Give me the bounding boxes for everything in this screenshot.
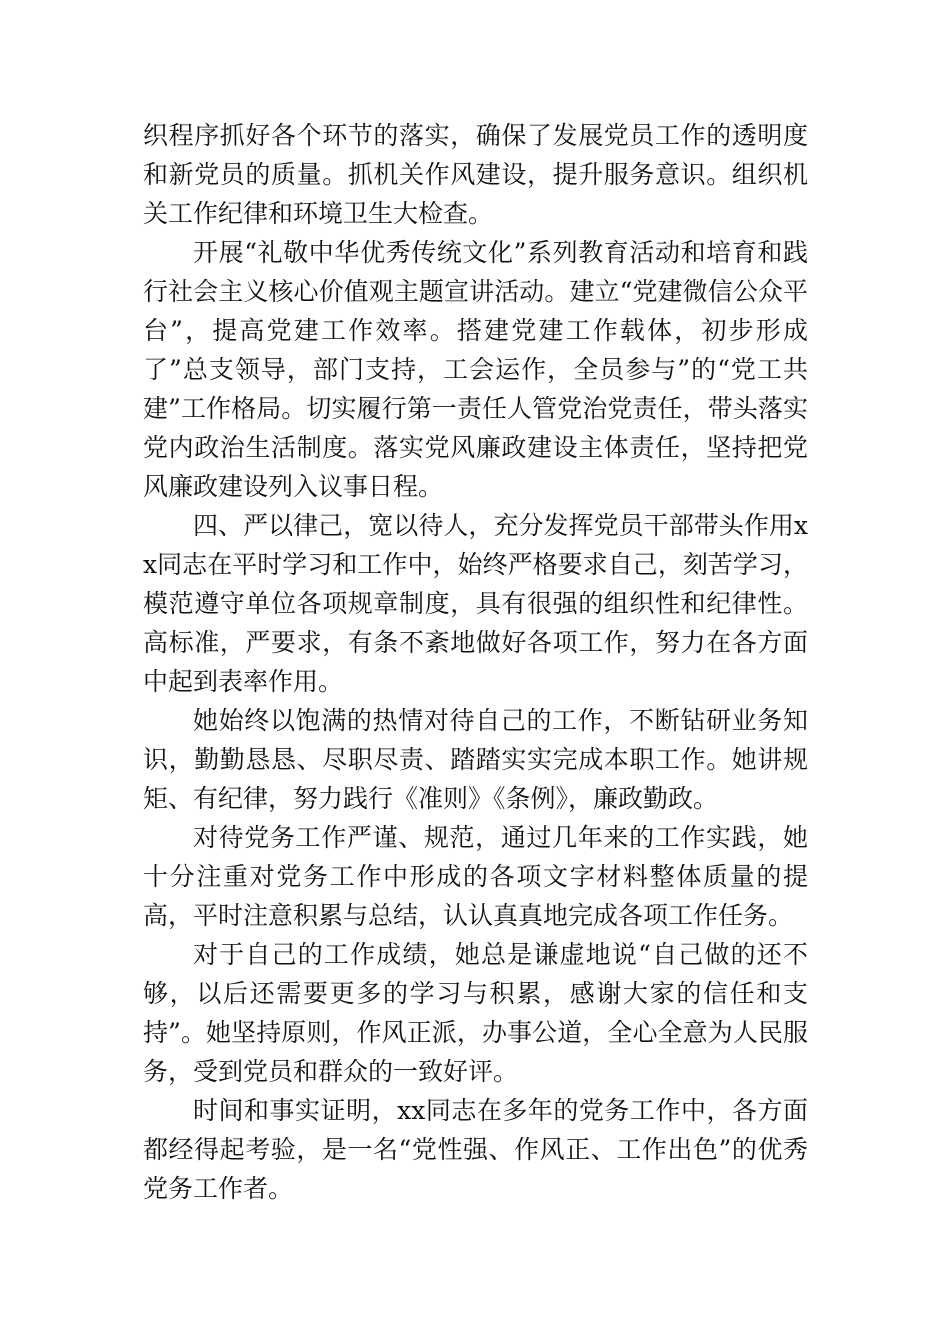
paragraph-7: 时间和事实证明，xx同志在多年的党务工作中，各方面都经得起考验，是一名“党性强、作风正、工作出色”的优秀党务工作者。 (143, 1096, 808, 1203)
paragraph-1: 织程序抓好各个环节的落实，确保了发展党员工作的透明度和新党员的质量。抓机关作风建设，提升服务意识。组织机关工作纪律和环境卫生大检查。 (143, 121, 808, 228)
paragraph-4: 她始终以饱满的热情对待自己的工作，不断钻研业务知识，勤勤恳恳、尽职尽责、踏踏实实完成本职工作。她讲规矩、有纪律，努力践行《准则》《条例》，廉政勤政。 (143, 706, 808, 813)
paragraph-6: 对于自己的工作成绩，她总是谦虚地说“自己做的还不够，以后还需要更多的学习与积累，感谢大家的信任和支持”。她坚持原则，作风正派，办事公道，全心全意为人民服务，受到党员和群众的一致好评。 (143, 940, 808, 1086)
paragraph-5: 对待党务工作严谨、规范，通过几年来的工作实践，她十分注重对党务工作中形成的各项文字材料整体质量的提高，平时注意积累与总结，认认真真地完成各项工作任务。 (143, 823, 808, 930)
document-body (143, 116, 808, 1208)
paragraph-3: 四、严以律己，宽以待人，充分发挥党员干部带头作用xx同志在平时学习和工作中，始终严格要求自己，刻苦学习，模范遵守单位各项规章制度，具有很强的组织性和纪律性。高标准，严要求，有条不紊地做好各项工作，努力在各方面中起到表率作用。 (143, 511, 808, 696)
paragraph-2: 开展“礼敬中华优秀传统文化”系列教育活动和培育和践行社会主义核心价值观主题宣讲活动。建立“党建微信公众平台”，提高党建工作效率。搭建党建工作载体，初步形成了”总支领导，部门支持，工会运作，全员参与”的“党工共建”工作格局。切实履行第一责任人管党治党责任，带头落实党内政治生活制度。落实党风廉政建设主体责任，坚持把党风廉政建设列入议事日程。 (143, 238, 808, 501)
